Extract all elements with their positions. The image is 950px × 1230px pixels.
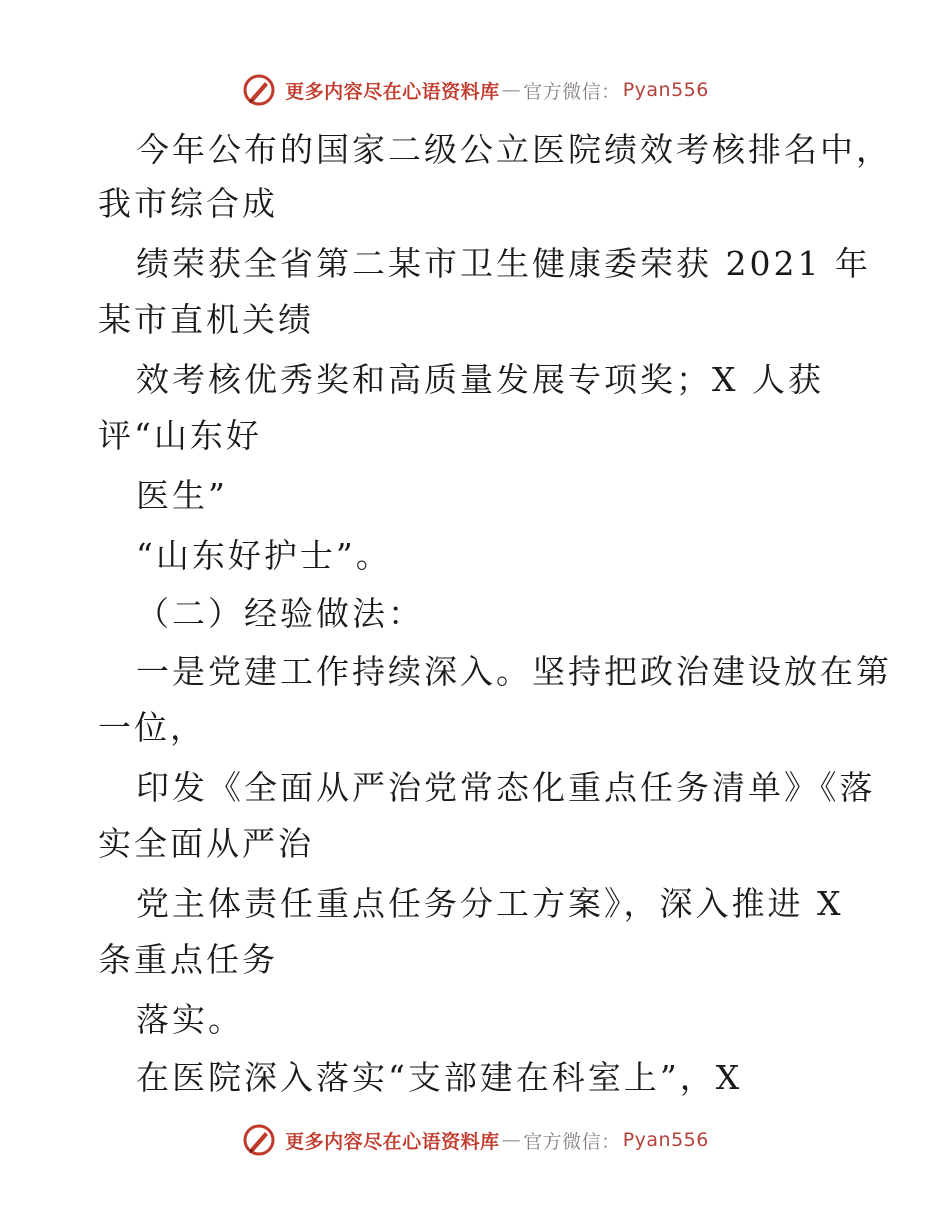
- section-heading: （二）经验做法：: [136, 594, 424, 633]
- watermark-account-id: Pyan556: [622, 79, 709, 101]
- watermark-dash: —: [501, 79, 522, 101]
- watermark-main-text: 更多内容尽在心语资料库: [285, 80, 500, 103]
- paragraph-line: 一是党建工作持续深入。坚持把政治建设放在第: [136, 652, 892, 691]
- footer-watermark-text: [285, 1127, 709, 1154]
- header-watermark: [0, 70, 950, 110]
- paragraph-line: 医生”: [136, 476, 228, 515]
- pen-circle-logo-icon: [241, 72, 277, 108]
- watermark-dash: —: [501, 1129, 522, 1151]
- watermark-account-label: 官方微信：: [523, 1130, 621, 1153]
- paragraph-line: 实全面从严治: [98, 824, 314, 863]
- paragraph-line: 条重点任务: [98, 940, 278, 979]
- paragraph-line: 在医院深入落实“支部建在科室上”，X: [136, 1058, 743, 1097]
- paragraph-line: 我市综合成: [98, 184, 278, 223]
- paragraph-line: 某市直机关绩: [98, 300, 314, 339]
- paragraph-line: 印发《全面从严治党常态化重点任务清单》《落: [136, 768, 876, 807]
- paragraph-line: 评“山东好: [98, 416, 262, 455]
- watermark-main-text: 更多内容尽在心语资料库: [285, 1130, 500, 1153]
- watermark-account-id: Pyan556: [622, 1129, 709, 1151]
- paragraph-line: “山东好护士”。: [136, 536, 392, 575]
- paragraph-line: 绩荣获全省第二某市卫生健康委荣获 2021 年: [136, 244, 871, 283]
- header-watermark-text: [285, 77, 709, 104]
- watermark-account-label: 官方微信：: [523, 80, 621, 103]
- paragraph-line: 落实。: [136, 1000, 244, 1039]
- paragraph-line: 一位，: [98, 708, 206, 747]
- footer-watermark: [0, 1120, 950, 1160]
- paragraph-line: 党主体责任重点任务分工方案》，深入推进 X: [136, 884, 844, 923]
- pen-circle-logo-icon: [241, 1122, 277, 1158]
- paragraph-line: 今年公布的国家二级公立医院绩效考核排名中，: [136, 130, 892, 169]
- paragraph-line: 效考核优秀奖和高质量发展专项奖；X 人获: [136, 360, 824, 399]
